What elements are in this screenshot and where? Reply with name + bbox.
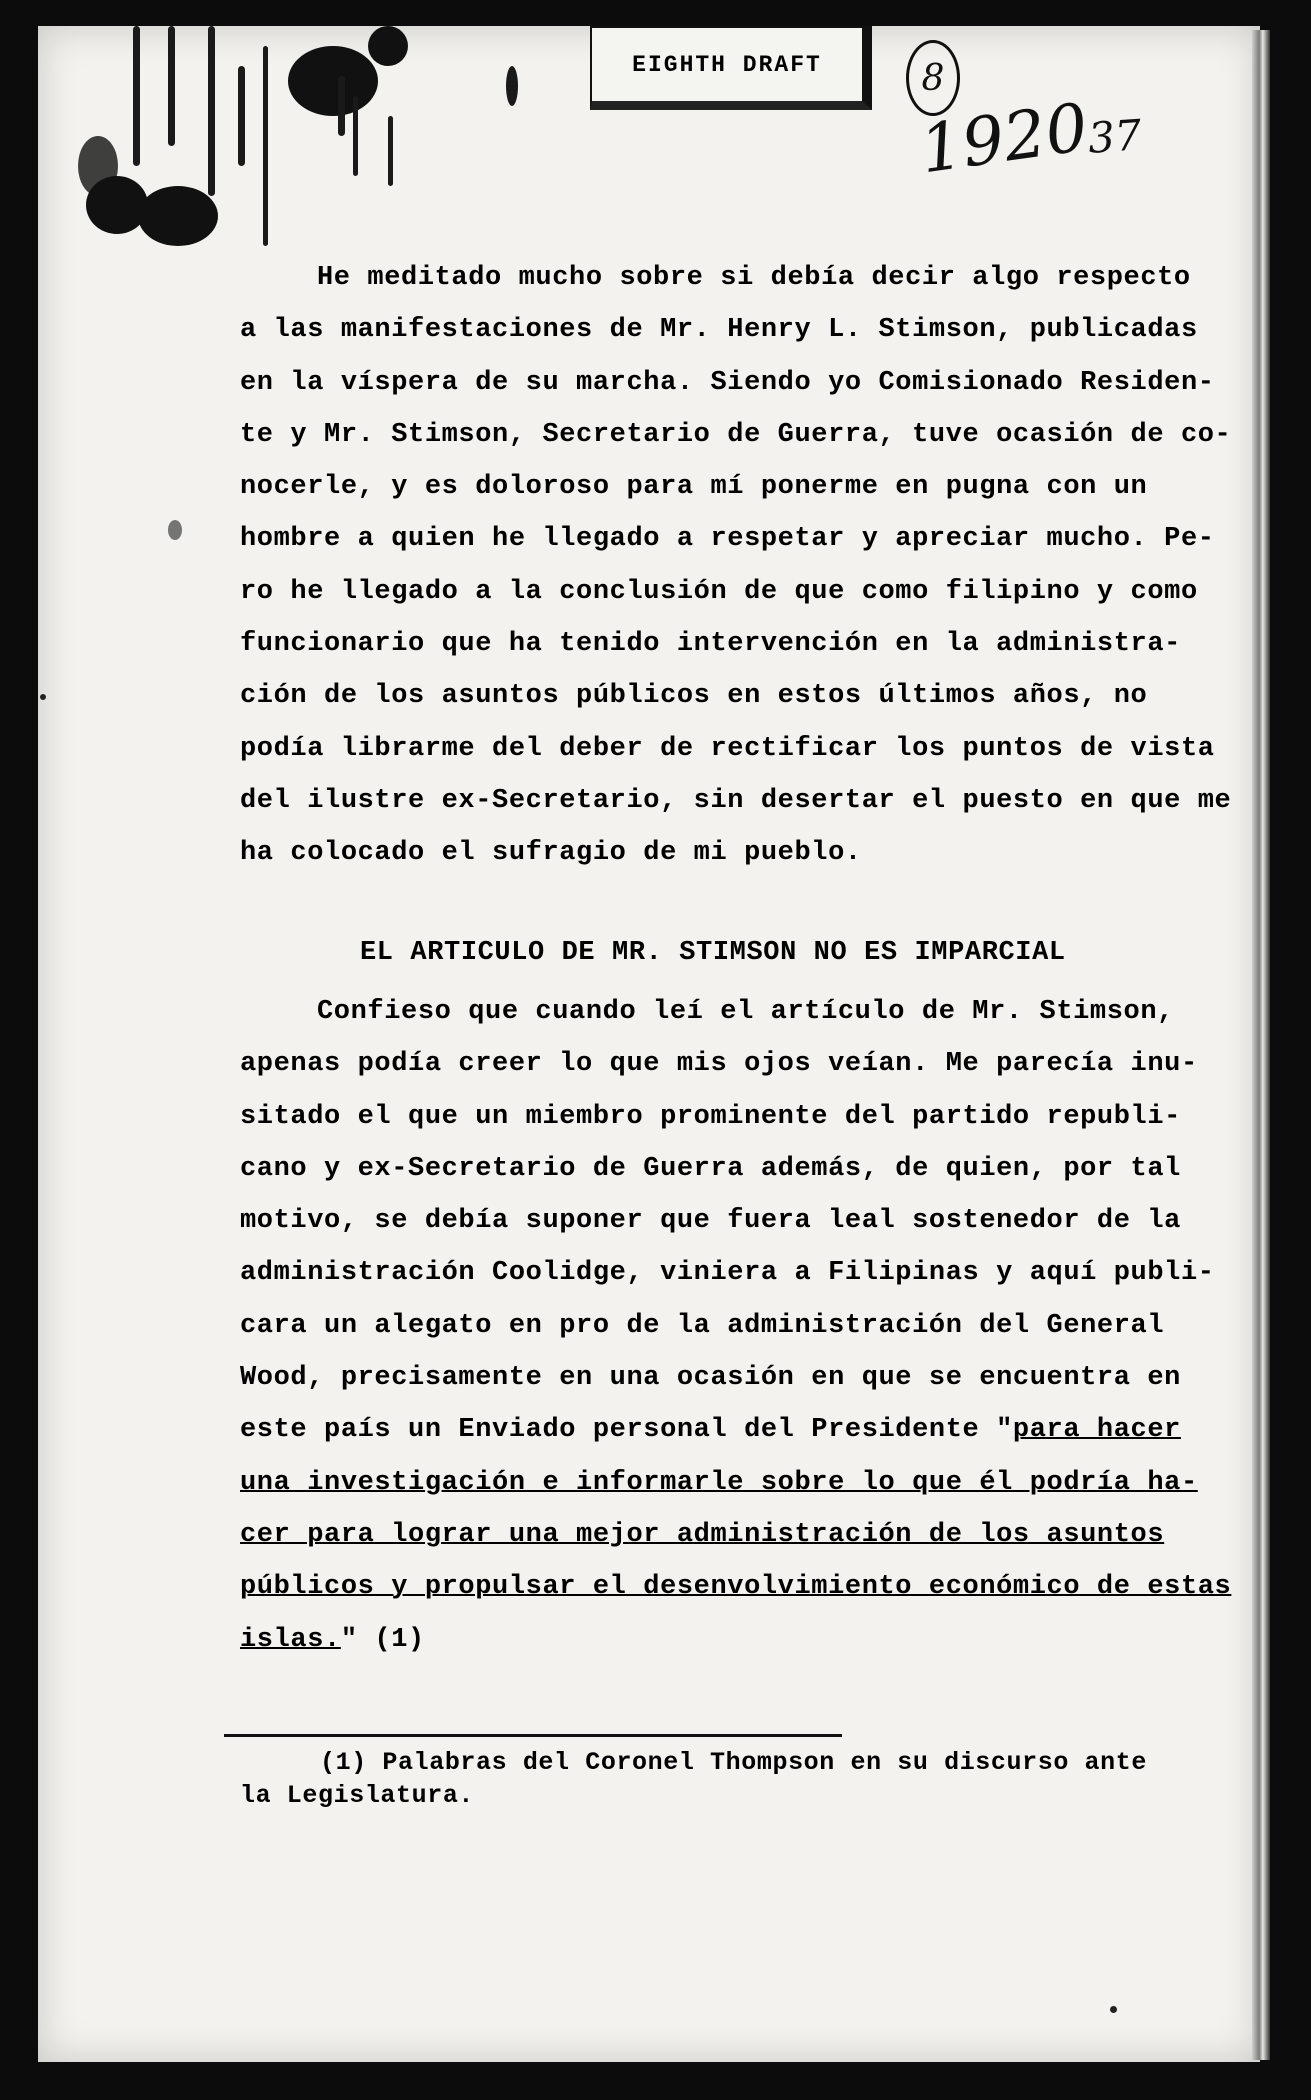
ink-speck (1110, 2006, 1117, 2013)
ink-drip (353, 96, 358, 176)
underlined-quote-line: una investigación e informarle sobre lo que él podría ha- (240, 1467, 1198, 1498)
ink-stain (288, 46, 378, 116)
ink-drip (238, 66, 245, 166)
ink-drip (506, 66, 518, 106)
handwritten-page-number: 37 (1086, 110, 1144, 163)
text-line: ro he llegado a la conclusión de que como filipino y como (240, 576, 1198, 607)
text-line: cano y ex-Secretario de Guerra además, de quien, por tal (240, 1153, 1181, 1184)
footnote-divider (224, 1734, 842, 1737)
text-line: hombre a quien he llegado a respetar y apreciar mucho. Pe- (240, 524, 1215, 555)
draft-stamp: EIGHTH DRAFT (590, 26, 872, 110)
ink-drip (168, 26, 175, 146)
footnote-reference: " (1) (340, 1624, 425, 1655)
underlined-quote: para hacer (1012, 1415, 1181, 1446)
handwritten-year: 1920 (915, 88, 1093, 189)
underlined-quote-line: cer para lograr una mejor administración de los asuntos (240, 1519, 1165, 1550)
text-segment: este país un Enviado personal del Presidente " (240, 1415, 1013, 1446)
text-line: motivo, se debía suponer que fuera leal sostenedor de la (240, 1206, 1181, 1237)
text-line: te y Mr. Stimson, Secretario de Guerra, tuve ocasión de co- (240, 419, 1232, 450)
text-line: nocerle, y es doloroso para mí ponerme en pugna con un (240, 472, 1148, 503)
text-line: ción de los asuntos públicos en estos últimos años, no (240, 681, 1148, 712)
ink-drip (263, 46, 268, 246)
ink-drip (388, 116, 393, 186)
ink-stain (78, 136, 118, 196)
section-heading: EL ARTICULO DE MR. STIMSON NO ES IMPARCIAL (360, 938, 1066, 968)
text-line: He meditado mucho sobre si debía decir algo respecto (317, 263, 1191, 293)
ink-speck (40, 694, 46, 700)
paragraph-2 (240, 986, 1232, 1666)
handwritten-circled-number-text: 8 (921, 57, 945, 99)
ink-speck (168, 520, 182, 540)
footnote-line: la Legislatura. (240, 1781, 475, 1810)
text-line: ha colocado el sufragio de mi pueblo. (240, 838, 862, 869)
text-line: en la víspera de su marcha. Siendo yo Comisionado Residen- (240, 367, 1215, 398)
ink-drip (133, 26, 140, 166)
text-line: del ilustre ex-Secretario, sin desertar el puesto en que me (240, 785, 1232, 816)
text-line: a las manifestaciones de Mr. Henry L. Stimson, publicadas (240, 315, 1198, 346)
ink-drip (208, 26, 215, 196)
ink-stain (368, 26, 408, 66)
ink-stain (138, 186, 218, 246)
text-line: cara un alegato en pro de la administración del General (240, 1310, 1165, 1341)
footnote (240, 1746, 1160, 1812)
underlined-quote: islas. (240, 1624, 341, 1655)
text-line: Wood, precisamente en una ocasión en que se encuentra en (240, 1363, 1181, 1394)
text-line: administración Coolidge, viniera a Filipinas y aquí publi- (240, 1258, 1215, 1289)
text-line: Confieso que cuando leí el artículo de Mr. Stimson, (317, 997, 1174, 1027)
paragraph-1 (240, 252, 1232, 880)
page-edge (1252, 30, 1270, 2060)
text-line (240, 1404, 1181, 1456)
text-line: podía librarme del deber de rectificar los puntos de vista (240, 733, 1215, 764)
footnote-line: (1) Palabras del Coronel Thompson en su discurso ante (320, 1748, 1147, 1777)
ink-drip (338, 76, 345, 136)
text-line: sitado el que un miembro prominente del partido republi- (240, 1101, 1181, 1132)
text-line: apenas podía creer lo que mis ojos veían. Me parecía inu- (240, 1049, 1198, 1080)
handwritten-circled-number (906, 40, 960, 116)
text-line: funcionario que ha tenido intervención en la administra- (240, 629, 1181, 660)
underlined-quote-line: públicos y propulsar el desenvolvimiento económico de estas (240, 1572, 1232, 1603)
text-line (240, 1614, 1160, 1666)
